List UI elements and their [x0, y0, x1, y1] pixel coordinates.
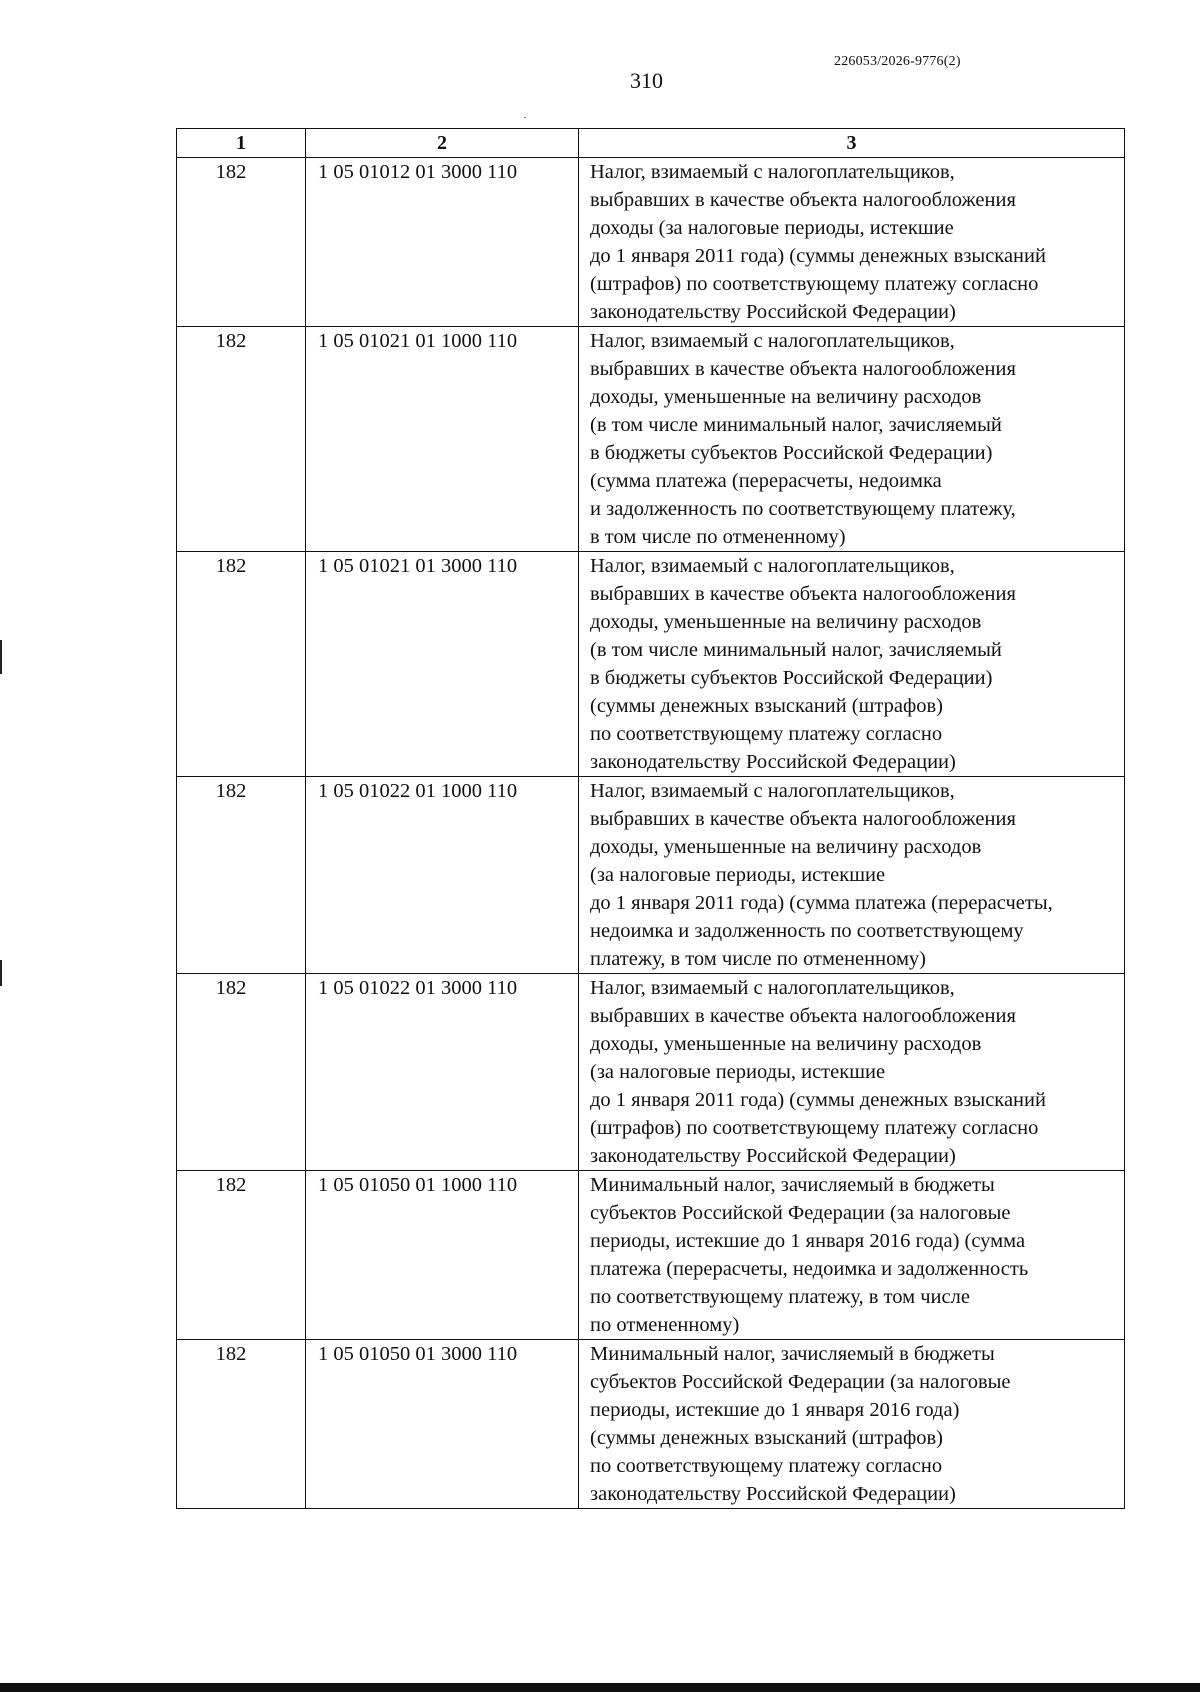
- budget-classification-code-cell: 1 05 01021 01 3000 110: [306, 552, 579, 777]
- document-registration-code: 226053/2026-9776(2): [834, 54, 961, 69]
- revenue-description-cell: [579, 777, 1125, 974]
- description-line: законодательству Российской Федерации): [590, 1145, 956, 1167]
- table-row: [177, 1340, 1125, 1509]
- table-body: [177, 158, 1125, 1509]
- administrator-code-cell: 182: [177, 552, 306, 777]
- description-line: доходы, уменьшенные на величину расходов: [590, 611, 982, 633]
- description-line: до 1 января 2011 года) (суммы денежных взысканий: [590, 245, 1046, 267]
- description-line: субъектов Российской Федерации (за налоговые: [590, 1202, 1011, 1224]
- table-row: [177, 777, 1125, 974]
- table-row: [177, 327, 1125, 552]
- budget-classification-table: [176, 128, 1125, 1509]
- description-line: и задолженность по соответствующему платежу,: [590, 498, 1016, 520]
- description-line: по соответствующему платежу, в том числе: [590, 1286, 970, 1308]
- description-line: Налог, взимаемый с налогоплательщиков,: [590, 555, 955, 577]
- description-line: Минимальный налог, зачисляемый в бюджеты: [590, 1343, 995, 1365]
- description-line: (за налоговые периоды, истекшие: [590, 1061, 886, 1083]
- description-line: платежа (перерасчеты, недоимка и задолженность: [590, 1258, 1029, 1280]
- budget-classification-code-cell: 1 05 01050 01 3000 110: [306, 1340, 579, 1509]
- description-line: (в том числе минимальный налог, зачисляемый: [590, 639, 1002, 661]
- administrator-code-cell: 182: [177, 1171, 306, 1340]
- description-line: Налог, взимаемый с налогоплательщиков,: [590, 330, 955, 352]
- description-line: субъектов Российской Федерации (за налоговые: [590, 1371, 1011, 1393]
- description-line: доходы, уменьшенные на величину расходов: [590, 836, 982, 858]
- description-line: (сумма платежа (перерасчеты, недоимка: [590, 470, 942, 492]
- table-row: [177, 1171, 1125, 1340]
- description-line: выбравших в качестве объекта налогообложения: [590, 583, 1016, 605]
- revenue-description-cell: [579, 327, 1125, 552]
- description-line: периоды, истекшие до 1 января 2016 года): [590, 1399, 960, 1421]
- description-line: выбравших в качестве объекта налогообложения: [590, 808, 1016, 830]
- description-line: (суммы денежных взысканий (штрафов): [590, 695, 944, 717]
- scan-edge-mark: [0, 960, 2, 986]
- description-line: законодательству Российской Федерации): [590, 301, 956, 323]
- budget-classification-code-cell: 1 05 01022 01 1000 110: [306, 777, 579, 974]
- scan-edge-mark: [0, 640, 2, 674]
- description-line: периоды, истекшие до 1 января 2016 года) (сумма: [590, 1230, 1026, 1252]
- budget-classification-code-cell: 1 05 01012 01 3000 110: [306, 158, 579, 327]
- description-line: (за налоговые периоды, истекшие: [590, 864, 886, 886]
- description-line: выбравших в качестве объекта налогообложения: [590, 1005, 1016, 1027]
- scan-speck: [524, 117, 526, 118]
- description-line: недоимка и задолженность по соответствующему: [590, 920, 1024, 942]
- description-line: Налог, взимаемый с налогоплательщиков,: [590, 780, 955, 802]
- description-line: Налог, взимаемый с налогоплательщиков,: [590, 161, 955, 183]
- revenue-description-cell: [579, 552, 1125, 777]
- description-line: законодательству Российской Федерации): [590, 751, 956, 773]
- description-line: доходы (за налоговые периоды, истекшие: [590, 217, 954, 239]
- description-line: (штрафов) по соответствующему платежу согласно: [590, 273, 1039, 295]
- table-row: [177, 158, 1125, 327]
- description-line: (в том числе минимальный налог, зачисляемый: [590, 414, 1002, 436]
- description-line: выбравших в качестве объекта налогообложения: [590, 189, 1016, 211]
- description-line: (суммы денежных взысканий (штрафов): [590, 1427, 944, 1449]
- scan-border-bar: [0, 1683, 1200, 1692]
- table-header: [177, 129, 1125, 158]
- budget-classification-code-cell: 1 05 01022 01 3000 110: [306, 974, 579, 1171]
- header-row: [177, 129, 1125, 158]
- column-header-2: 2: [306, 129, 579, 158]
- description-line: доходы, уменьшенные на величину расходов: [590, 1033, 982, 1055]
- revenue-description-cell: [579, 1340, 1125, 1509]
- revenue-description-cell: [579, 974, 1125, 1171]
- description-line: выбравших в качестве объекта налогообложения: [590, 358, 1016, 380]
- revenue-description-cell: [579, 1171, 1125, 1340]
- description-line: до 1 января 2011 года) (суммы денежных взысканий: [590, 1089, 1046, 1111]
- administrator-code-cell: 182: [177, 974, 306, 1171]
- table-row: [177, 552, 1125, 777]
- column-header-3: 3: [579, 129, 1125, 158]
- revenue-description-cell: [579, 158, 1125, 327]
- description-line: по соответствующему платежу согласно: [590, 1455, 943, 1477]
- description-line: по соответствующему платежу согласно: [590, 723, 943, 745]
- administrator-code-cell: 182: [177, 777, 306, 974]
- administrator-code-cell: 182: [177, 327, 306, 552]
- description-line: доходы, уменьшенные на величину расходов: [590, 386, 982, 408]
- page-number: 310: [630, 68, 663, 93]
- description-line: в бюджеты субъектов Российской Федерации): [590, 667, 993, 689]
- description-line: законодательству Российской Федерации): [590, 1483, 956, 1505]
- description-line: в том числе по отмененному): [590, 526, 846, 548]
- description-line: Минимальный налог, зачисляемый в бюджеты: [590, 1174, 995, 1196]
- table-row: [177, 974, 1125, 1171]
- column-header-1: 1: [177, 129, 306, 158]
- budget-classification-code-cell: 1 05 01050 01 1000 110: [306, 1171, 579, 1340]
- description-line: по отмененному): [590, 1314, 740, 1336]
- description-line: платежу, в том числе по отмененному): [590, 948, 926, 970]
- administrator-code-cell: 182: [177, 158, 306, 327]
- description-line: Налог, взимаемый с налогоплательщиков,: [590, 977, 955, 999]
- description-line: в бюджеты субъектов Российской Федерации): [590, 442, 993, 464]
- description-line: (штрафов) по соответствующему платежу согласно: [590, 1117, 1039, 1139]
- administrator-code-cell: 182: [177, 1340, 306, 1509]
- budget-classification-code-cell: 1 05 01021 01 1000 110: [306, 327, 579, 552]
- description-line: до 1 января 2011 года) (сумма платежа (перерасчеты,: [590, 892, 1053, 914]
